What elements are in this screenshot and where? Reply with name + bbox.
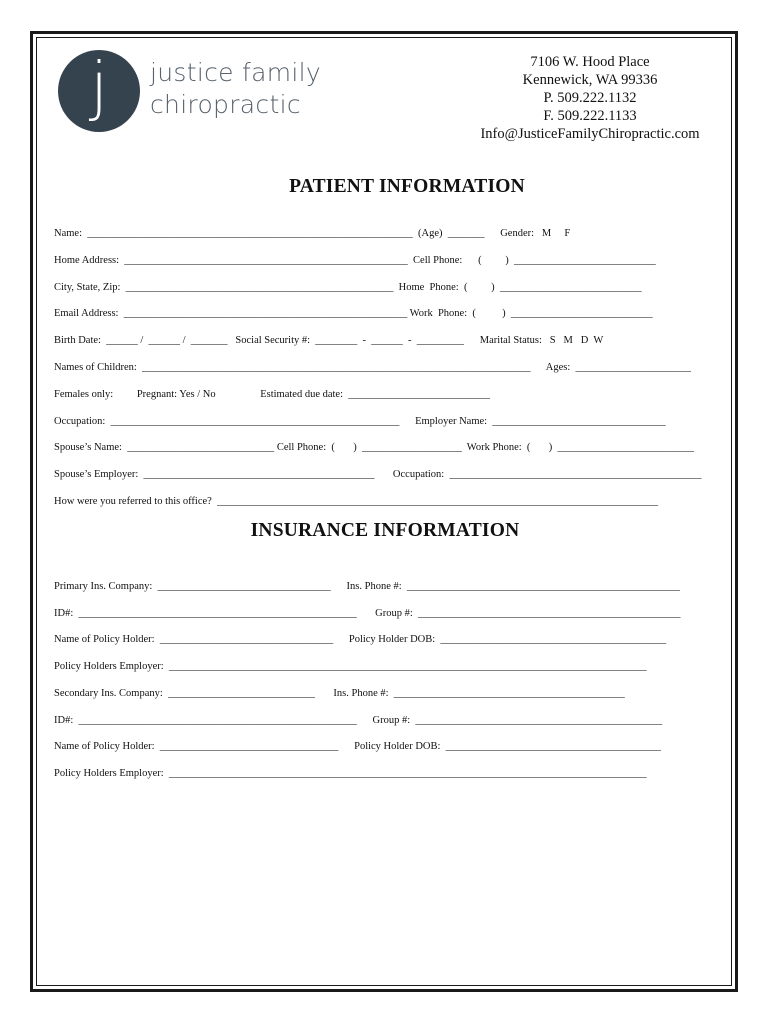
patient-referral-row[interactable]: How were you referred to this office? ____________________________________________________________________________________ bbox=[54, 496, 659, 507]
primary-holder-employer-row[interactable]: Policy Holders Employer: ___________________________________________________________________________________________ bbox=[54, 661, 647, 672]
logo-text-line-2: chiropractic bbox=[150, 90, 301, 119]
patient-occupation-row[interactable]: Occupation: _______________________________________________________ Employer Name: _________________________________ bbox=[54, 416, 666, 427]
patient-home-address-row[interactable]: Home Address: ______________________________________________________ Cell Phone: ( ) ___________________________ bbox=[54, 255, 656, 266]
primary-id-row[interactable]: ID#: _____________________________________________________ Group #: __________________________________________________ bbox=[54, 608, 681, 619]
primary-policy-holder-row[interactable]: Name of Policy Holder: _________________________________ Policy Holder DOB: ___________________________________________ bbox=[54, 634, 667, 645]
secondary-holder-employer-row[interactable]: Policy Holders Employer: ___________________________________________________________________________________________ bbox=[54, 768, 647, 779]
logo-circle bbox=[58, 50, 140, 132]
secondary-id-row[interactable]: ID#: _____________________________________________________ Group #: _______________________________________________ bbox=[54, 715, 663, 726]
primary-ins-company-row[interactable]: Primary Ins. Company: _________________________________ Ins. Phone #: ____________________________________________________ bbox=[54, 581, 680, 592]
address-email: Info@JusticeFamilyChiropractic.com bbox=[480, 126, 700, 142]
patient-birth-date-row[interactable]: Birth Date: ______ / ______ / _______ Social Security #: ________ - ______ - _________ Marital Status: S M D W bbox=[54, 335, 604, 346]
patient-city-state-zip-row[interactable]: City, State, Zip: ___________________________________________________ Home Phone: ( ) ___________________________ bbox=[54, 282, 642, 293]
insurance-information-title: INSURANCE INFORMATION bbox=[250, 520, 520, 541]
patient-spouse-employer-row[interactable]: Spouse’s Employer: ____________________________________________ Occupation: ________________________________________________ bbox=[54, 469, 702, 480]
logo-letter: j bbox=[90, 50, 108, 124]
logo-text-line-1: justice family bbox=[150, 58, 321, 87]
patient-females-only-row[interactable]: Females only: Pregnant: Yes / No Estimated due date: ___________________________ bbox=[54, 389, 491, 400]
address-fax: F. 509.222.1133 bbox=[543, 108, 637, 124]
address-phone: P. 509.222.1132 bbox=[543, 90, 637, 106]
clinic-address-block bbox=[455, 53, 725, 143]
clinic-logo bbox=[58, 50, 321, 134]
patient-spouse-name-row[interactable]: Spouse’s Name: ____________________________ Cell Phone: ( ) ___________________ Work Phone: ( ) __________________________ bbox=[54, 442, 695, 453]
patient-name-row[interactable]: Name: ______________________________________________________________ (Age) _______ Gender: M F bbox=[54, 228, 571, 239]
secondary-policy-holder-row[interactable]: Name of Policy Holder: __________________________________ Policy Holder DOB: _________________________________________ bbox=[54, 741, 661, 752]
patient-information-title: PATIENT INFORMATION bbox=[289, 176, 525, 197]
address-street: 7106 W. Hood Place bbox=[530, 54, 650, 70]
patient-children-row[interactable]: Names of Children: __________________________________________________________________________ Ages: ______________________ bbox=[54, 362, 691, 373]
secondary-ins-company-row[interactable]: Secondary Ins. Company: ____________________________ Ins. Phone #: ____________________________________________ bbox=[54, 688, 625, 699]
patient-email-row[interactable]: Email Address: ______________________________________________________ Work Phone: ( ) ___________________________ bbox=[54, 308, 653, 319]
address-city: Kennewick, WA 99336 bbox=[522, 72, 658, 88]
